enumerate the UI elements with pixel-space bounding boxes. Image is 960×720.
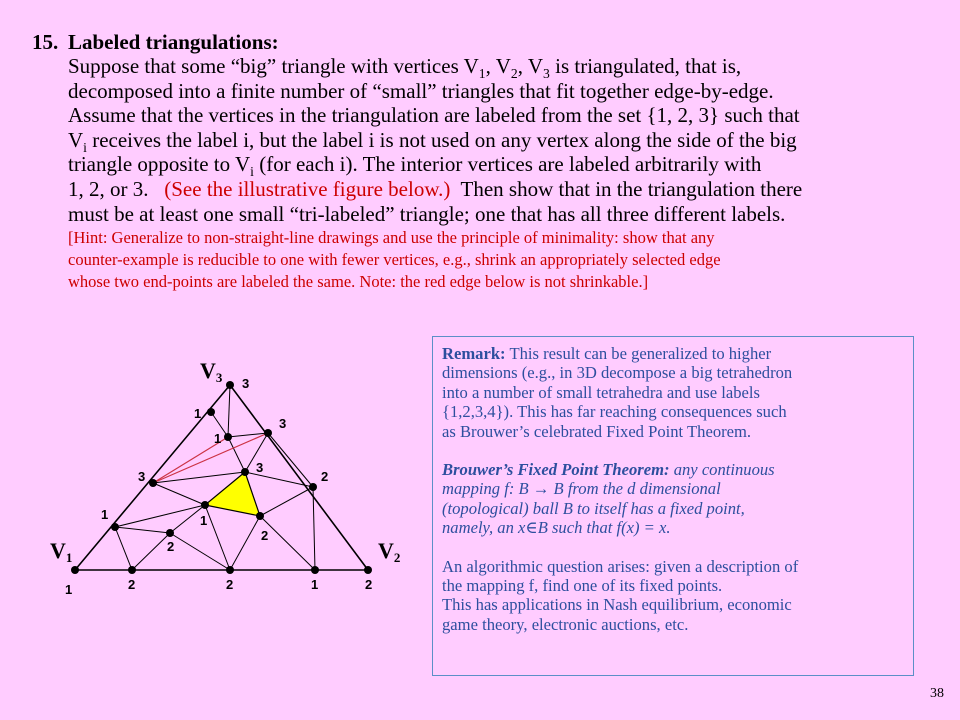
remark-paragraph: Remark: This result can be generalized to higher dimensions (e.g., in 3D decompose a big tetrahedron into a number of small tetrahedra and use labels {1,2,3,4}). This has far reaching consequences such as Brouwer’s celebrated Fixed Point Theorem. bbox=[442, 344, 793, 441]
problem-number: 15. bbox=[32, 30, 59, 54]
vertex-label: 1 bbox=[65, 582, 73, 597]
tri-labeled-triangle bbox=[205, 472, 260, 516]
algorithm-paragraph: An algorithmic question arises: given a description of the mapping f, find one of its fixed points. This has applications in Nash equilibrium, economic game theory, electronic auctions, etc. bbox=[442, 556, 799, 634]
vertex-label: 1 bbox=[101, 507, 109, 522]
problem-15 bbox=[32, 30, 932, 293]
triangulation-figure bbox=[40, 345, 420, 615]
statement-line-5: triangle opposite to $V_i$ (for each i). The interior vertices are labeled arbitrarily with bbox=[68, 152, 762, 180]
red-edge-lower bbox=[153, 433, 268, 483]
statement-line-1: Suppose that some “big” triangle with vertices $V_1$, $V_2$, $V_3$ is triangulated, that is, bbox=[68, 54, 742, 82]
vertex-label: 3 bbox=[138, 469, 146, 484]
page-number: 38 bbox=[930, 686, 944, 701]
problem-heading bbox=[32, 30, 932, 54]
vertex-label: 1 bbox=[311, 577, 319, 592]
v3-label: V3 bbox=[200, 358, 223, 385]
remark-box bbox=[432, 336, 914, 676]
statement-line-6: 1, 2, or 3. (See the illustrative figure below.) Then show that in the triangulation there bbox=[68, 176, 803, 201]
vertex-label: 2 bbox=[226, 577, 234, 592]
statement-line-4: $V_i$ receives the label i, but the label i is not used on any vertex along the side of the big bbox=[68, 127, 797, 155]
vertex-label: 2 bbox=[365, 577, 373, 592]
vertex-label: 3 bbox=[256, 460, 264, 475]
statement-line-7: must be at least one small “tri-labeled” triangle; one that has all three different labels. bbox=[68, 201, 786, 226]
vertex-label: 3 bbox=[242, 376, 250, 391]
hint-text: [Hint: Generalize to non-straight-line drawings and use the principle of minimality: show that any counter-example is reducible to one with fewer vertices, e.g., shrink an appropriately selected edge whose two end-points are labeled the same. Note: the red edge below is not shrinkable.] bbox=[68, 228, 721, 292]
theorem-paragraph: Brouwer’s Fixed Point Theorem: any continuous mapping f: B → B from the d dimensional (topological) ball B to itself has a fixed point, namely, an x∈B such that f(x) = x. bbox=[442, 460, 775, 538]
vertex-label: 2 bbox=[261, 528, 269, 543]
vertex-label: 2 bbox=[167, 539, 175, 554]
vertex-label: 1 bbox=[200, 513, 208, 528]
vertex-label: 1 bbox=[194, 406, 202, 421]
vertex-label: 1 bbox=[214, 431, 222, 446]
remark-label: Remark: bbox=[442, 344, 506, 363]
statement-line-2: decomposed into a finite number of “small” triangles that fit together edge-by-edge. bbox=[68, 78, 774, 103]
vertex-label: 2 bbox=[128, 577, 136, 592]
theorem-label: Brouwer’s Fixed Point Theorem: bbox=[442, 460, 670, 480]
figure-reference: (See the illustrative figure below.) bbox=[164, 176, 451, 201]
statement-line-3: Assume that the vertices in the triangulation are labeled from the set {1, 2, 3} such that bbox=[68, 103, 800, 128]
problem-title: Labeled triangulations: bbox=[68, 30, 279, 54]
v1-label: V1 bbox=[50, 538, 73, 565]
v2-label: V2 bbox=[378, 538, 401, 565]
vertex-label: 3 bbox=[279, 416, 287, 431]
vertex-label: 2 bbox=[321, 469, 329, 484]
problem-statement bbox=[68, 54, 932, 226]
